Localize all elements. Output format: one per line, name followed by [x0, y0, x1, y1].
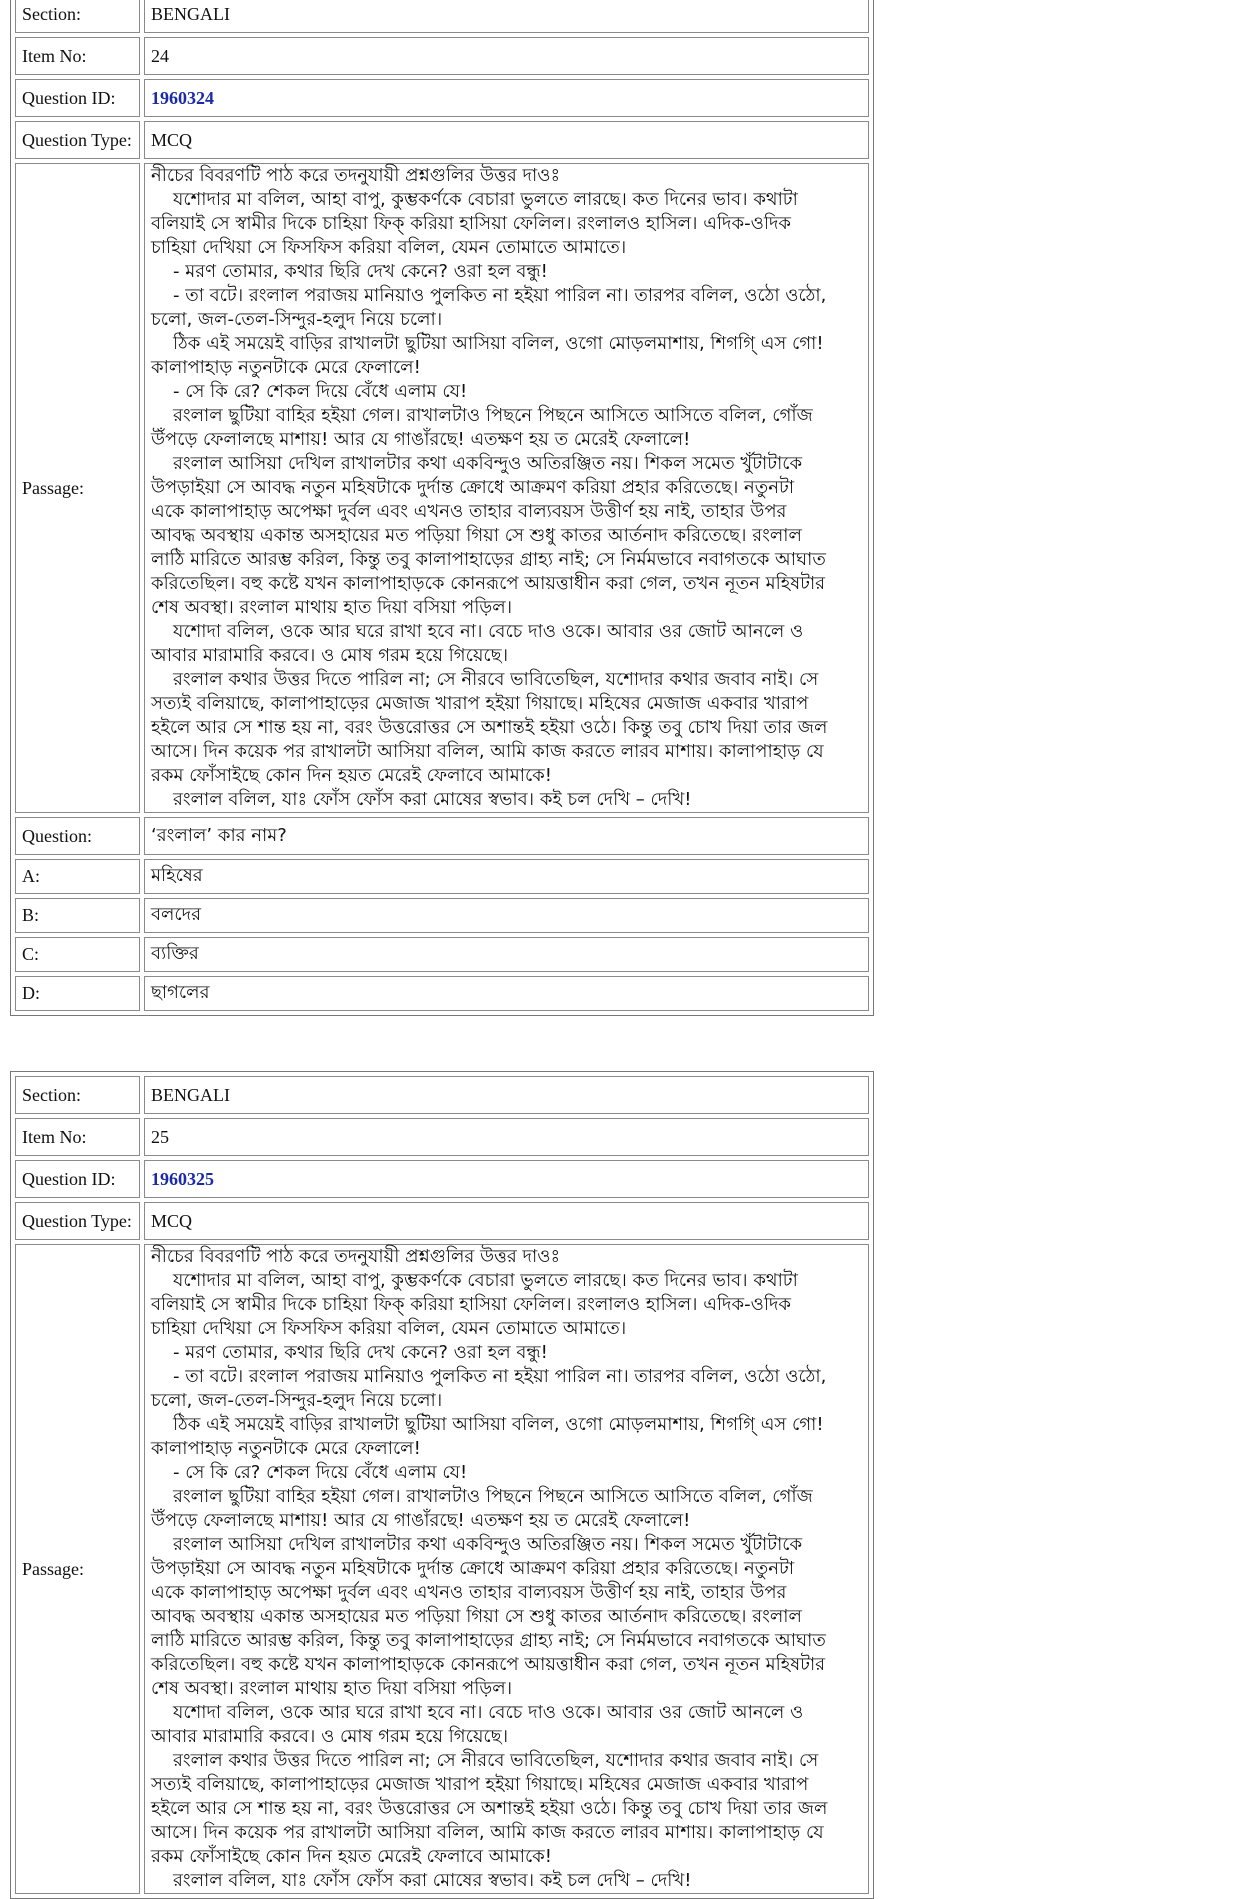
passage-line: একে কালাপাহাড় অপেক্ষা দুর্বল এবং এখনও তাহার বাল্যবয়স উত্তীর্ণ হয় নাই, তাহার উপর	[151, 501, 787, 522]
passage-line: - মরণ তোমার, কথার ছিরি দেখ কেনে? ওরা হল বন্ধু!	[173, 1342, 548, 1363]
passage-line: চলো, জল-তেল-সিন্দুর-হলুদ নিয়ে চলো।	[151, 309, 443, 330]
option-b-text: বলদের	[144, 898, 869, 933]
item-no-label: Item No:	[15, 1118, 140, 1156]
passage-line: রংলাল কথার উত্তর দিতে পারিল না; সে নীরবে ভাবিতেছিল, যশোদার কথার জবাব নাই। সে	[173, 669, 819, 690]
passage-line: শেষ অবস্থা। রংলাল মাথায় হাত দিয়া বসিয়া পড়িল।	[151, 597, 513, 618]
passage-label: Passage:	[15, 1244, 140, 1894]
passage-line: নীচের বিবরণটি পাঠ করে তদনুযায়ী প্রশ্নগুলির উত্তর দাওঃ	[151, 1246, 561, 1267]
question-card-25	[10, 1071, 874, 1899]
question-type-label: Question Type:	[15, 121, 140, 159]
passage-line: হইলে আর সে শান্ত হয় না, বরং উত্তরোত্তর সে অশান্তই হইয়া ওঠে। কিন্তু তবু চোখ দিয়া তার জল	[151, 717, 828, 738]
passage-line: উপড়াইয়া সে আবদ্ধ নতুন মহিষটাকে দুর্দান্ত ক্রোধে আক্রমণ করিয়া প্রহার করিতেছে। নতুনটা	[151, 1558, 795, 1579]
passage-line: যশোদা বলিল, ওকে আর ঘরে রাখা হবে না। বেচে দাও ওকে। আবার ওর জোট আনলে ও	[173, 621, 804, 642]
passage-line: - তা বটে। রংলাল পরাজয় মানিয়াও পুলকিত না হইয়া পারিল না। তারপর বলিল, ওঠো ওঠো,	[173, 1366, 827, 1387]
passage-line: আসে। দিন কয়েক পর রাখালটা আসিয়া বলিল, আমি কাজ করতে লারব মাশায়। কালাপাহাড় যে	[151, 741, 824, 762]
passage-line: উঁপড়ে ফেলালছে মাশায়! আর যে গাঙাঁরছে! এতক্ষণ হয় ত মেরেই ফেলালে!	[151, 1510, 691, 1531]
passage-line: উপড়াইয়া সে আবদ্ধ নতুন মহিষটাকে দুর্দান্ত ক্রোধে আক্রমণ করিয়া প্রহার করিতেছে। নতুনটা	[151, 477, 795, 498]
passage-text	[144, 1244, 869, 1894]
passage-line: - মরণ তোমার, কথার ছিরি দেখ কেনে? ওরা হল বন্ধু!	[173, 261, 548, 282]
option-a-text: মহিষের	[144, 859, 869, 894]
passage-label: Passage:	[15, 163, 140, 813]
question-id-value: 1960325	[144, 1160, 869, 1198]
passage-line: বলিয়াই সে স্বামীর দিকে চাহিয়া ফিক্‌ করিয়া হাসিয়া ফেলিল। রংলালও হাসিল। এদিক-ওদিক	[151, 213, 792, 234]
passage-line: রংলাল আসিয়া দেখিল রাখালটার কথা একবিন্দুও অতিরঞ্জিত নয়। শিকল সমেত খুঁটাটাকে	[173, 453, 803, 474]
option-d-label: D:	[15, 976, 140, 1011]
passage-text	[144, 163, 869, 813]
passage-line: রকম ফোঁসাইছে কোন দিন হয়ত মেরেই ফেলাবে আমাকে!	[151, 1846, 552, 1867]
passage-line: নীচের বিবরণটি পাঠ করে তদনুযায়ী প্রশ্নগুলির উত্তর দাওঃ	[151, 165, 561, 186]
passage-line: রংলাল ছুটিয়া বাহির হইয়া গেল। রাখালটাও পিছনে পিছনে আসিতে আসিতে বলিল, গোঁজ	[173, 405, 813, 426]
passage-line: রংলাল কথার উত্তর দিতে পারিল না; সে নীরবে ভাবিতেছিল, যশোদার কথার জবাব নাই। সে	[173, 1750, 819, 1771]
passage-line: রংলাল আসিয়া দেখিল রাখালটার কথা একবিন্দুও অতিরঞ্জিত নয়। শিকল সমেত খুঁটাটাকে	[173, 1534, 803, 1555]
passage-line: রংলাল ছুটিয়া বাহির হইয়া গেল। রাখালটাও পিছনে পিছনে আসিতে আসিতে বলিল, গোঁজ	[173, 1486, 813, 1507]
question-id-label: Question ID:	[15, 1160, 140, 1198]
option-a-label: A:	[15, 859, 140, 894]
question-label: Question:	[15, 817, 140, 855]
passage-line: শেষ অবস্থা। রংলাল মাথায় হাত দিয়া বসিয়া পড়িল।	[151, 1678, 513, 1699]
question-id-value: 1960324	[144, 79, 869, 117]
question-type-label: Question Type:	[15, 1202, 140, 1240]
passage-line: - সে কি রে? শেকল দিয়ে বেঁধে এলাম যে!	[173, 381, 468, 402]
passage-line: রংলাল বলিল, যাঃ ফোঁস ফোঁস করা মোষের স্বভাব। কই চল দেখি – দেখি!	[173, 1870, 692, 1891]
item-no-label: Item No:	[15, 37, 140, 75]
passage-line: আবদ্ধ অবস্থায় একান্ত অসহায়ের মত পড়িয়া গিয়া সে শুধু কাতর আর্তনাদ করিতেছে। রংলাল	[151, 1606, 802, 1627]
passage-line: আবদ্ধ অবস্থায় একান্ত অসহায়ের মত পড়িয়া গিয়া সে শুধু কাতর আর্তনাদ করিতেছে। রংলাল	[151, 525, 802, 546]
passage-line: বলিয়াই সে স্বামীর দিকে চাহিয়া ফিক্‌ করিয়া হাসিয়া ফেলিল। রংলালও হাসিল। এদিক-ওদিক	[151, 1294, 792, 1315]
passage-line: যশোদার মা বলিল, আহা বাপু, কুম্ভকর্ণকে বেচারা ভুলতে লারছে। কত দিনের ভাব। কথাটা	[173, 189, 798, 210]
passage-line: ঠিক এই সময়েই বাড়ির রাখালটা ছুটিয়া আসিয়া বলিল, ওগো মোড়লমাশায়, শিগগি্‌ এস গো!	[173, 333, 824, 354]
passage-line: হইলে আর সে শান্ত হয় না, বরং উত্তরোত্তর সে অশান্তই হইয়া ওঠে। কিন্তু তবু চোখ দিয়া তার জল	[151, 1798, 828, 1819]
item-no-value: 25	[144, 1118, 869, 1156]
passage-line: আবার মারামারি করবে। ও মোষ গরম হয়ে গিয়েছে।	[151, 645, 509, 666]
option-d-text: ছাগলের	[144, 976, 869, 1011]
section-label: Section:	[15, 0, 140, 33]
section-value: BENGALI	[144, 0, 869, 33]
option-b-label: B:	[15, 898, 140, 933]
passage-line: লাঠি মারিতে আরম্ভ করিল, কিন্তু তবু কালাপাহাড়ের গ্রাহ্য নাই; সে নির্মমভাবে নবাগতকে আঘাত	[151, 1630, 826, 1651]
passage-line: রংলাল বলিল, যাঃ ফোঁস ফোঁস করা মোষের স্বভাব। কই চল দেখি – দেখি!	[173, 789, 692, 810]
question-type-value: MCQ	[144, 121, 869, 159]
question-card-24	[10, 0, 874, 1016]
passage-line: রকম ফোঁসাইছে কোন দিন হয়ত মেরেই ফেলাবে আমাকে!	[151, 765, 552, 786]
question-id-label: Question ID:	[15, 79, 140, 117]
item-no-value: 24	[144, 37, 869, 75]
option-c-text: ব্যক্তির	[144, 937, 869, 972]
passage-line: চাহিয়া দেখিয়া সে ফিসফিস করিয়া বলিল, যেমন তোমাতে আমাতে।	[151, 237, 627, 258]
question-type-value: MCQ	[144, 1202, 869, 1240]
passage-line: - তা বটে। রংলাল পরাজয় মানিয়াও পুলকিত না হইয়া পারিল না। তারপর বলিল, ওঠো ওঠো,	[173, 285, 827, 306]
passage-line: লাঠি মারিতে আরম্ভ করিল, কিন্তু তবু কালাপাহাড়ের গ্রাহ্য নাই; সে নির্মমভাবে নবাগতকে আঘাত	[151, 549, 826, 570]
passage-line: সত্যই বলিয়াছে, কালাপাহাড়ের মেজাজ খারাপ হইয়া গিয়াছে। মহিষের মেজাজ একবার খারাপ	[151, 1774, 809, 1795]
passage-line: চলো, জল-তেল-সিন্দুর-হলুদ নিয়ে চলো।	[151, 1390, 443, 1411]
passage-line: - সে কি রে? শেকল দিয়ে বেঁধে এলাম যে!	[173, 1462, 468, 1483]
passage-line: কালাপাহাড় নতুনটাকে মেরে ফেলালে!	[151, 357, 421, 378]
passage-line: চাহিয়া দেখিয়া সে ফিসফিস করিয়া বলিল, যেমন তোমাতে আমাতে।	[151, 1318, 627, 1339]
passage-line: করিতেছিল। বহু কষ্টে যখন কালাপাহাড়কে কোনরূপে আয়ত্তাধীন করা গেল, তখন নূতন মহিষটার	[151, 573, 826, 594]
passage-line: সত্যই বলিয়াছে, কালাপাহাড়ের মেজাজ খারাপ হইয়া গিয়াছে। মহিষের মেজাজ একবার খারাপ	[151, 693, 809, 714]
passage-line: কালাপাহাড় নতুনটাকে মেরে ফেলালে!	[151, 1438, 421, 1459]
section-label: Section:	[15, 1076, 140, 1114]
passage-line: আবার মারামারি করবে। ও মোষ গরম হয়ে গিয়েছে।	[151, 1726, 509, 1747]
passage-line: একে কালাপাহাড় অপেক্ষা দুর্বল এবং এখনও তাহার বাল্যবয়স উত্তীর্ণ হয় নাই, তাহার উপর	[151, 1582, 787, 1603]
passage-line: করিতেছিল। বহু কষ্টে যখন কালাপাহাড়কে কোনরূপে আয়ত্তাধীন করা গেল, তখন নূতন মহিষটার	[151, 1654, 826, 1675]
passage-line: উঁপড়ে ফেলালছে মাশায়! আর যে গাঙাঁরছে! এতক্ষণ হয় ত মেরেই ফেলালে!	[151, 429, 691, 450]
option-c-label: C:	[15, 937, 140, 972]
passage-line: আসে। দিন কয়েক পর রাখালটা আসিয়া বলিল, আমি কাজ করতে লারব মাশায়। কালাপাহাড় যে	[151, 1822, 824, 1843]
section-value: BENGALI	[144, 1076, 869, 1114]
passage-line: যশোদার মা বলিল, আহা বাপু, কুম্ভকর্ণকে বেচারা ভুলতে লারছে। কত দিনের ভাব। কথাটা	[173, 1270, 798, 1291]
passage-line: ঠিক এই সময়েই বাড়ির রাখালটা ছুটিয়া আসিয়া বলিল, ওগো মোড়লমাশায়, শিগগি্‌ এস গো!	[173, 1414, 824, 1435]
passage-line: যশোদা বলিল, ওকে আর ঘরে রাখা হবে না। বেচে দাও ওকে। আবার ওর জোট আনলে ও	[173, 1702, 804, 1723]
question-text: ‘রংলাল’ কার নাম?	[144, 817, 869, 855]
